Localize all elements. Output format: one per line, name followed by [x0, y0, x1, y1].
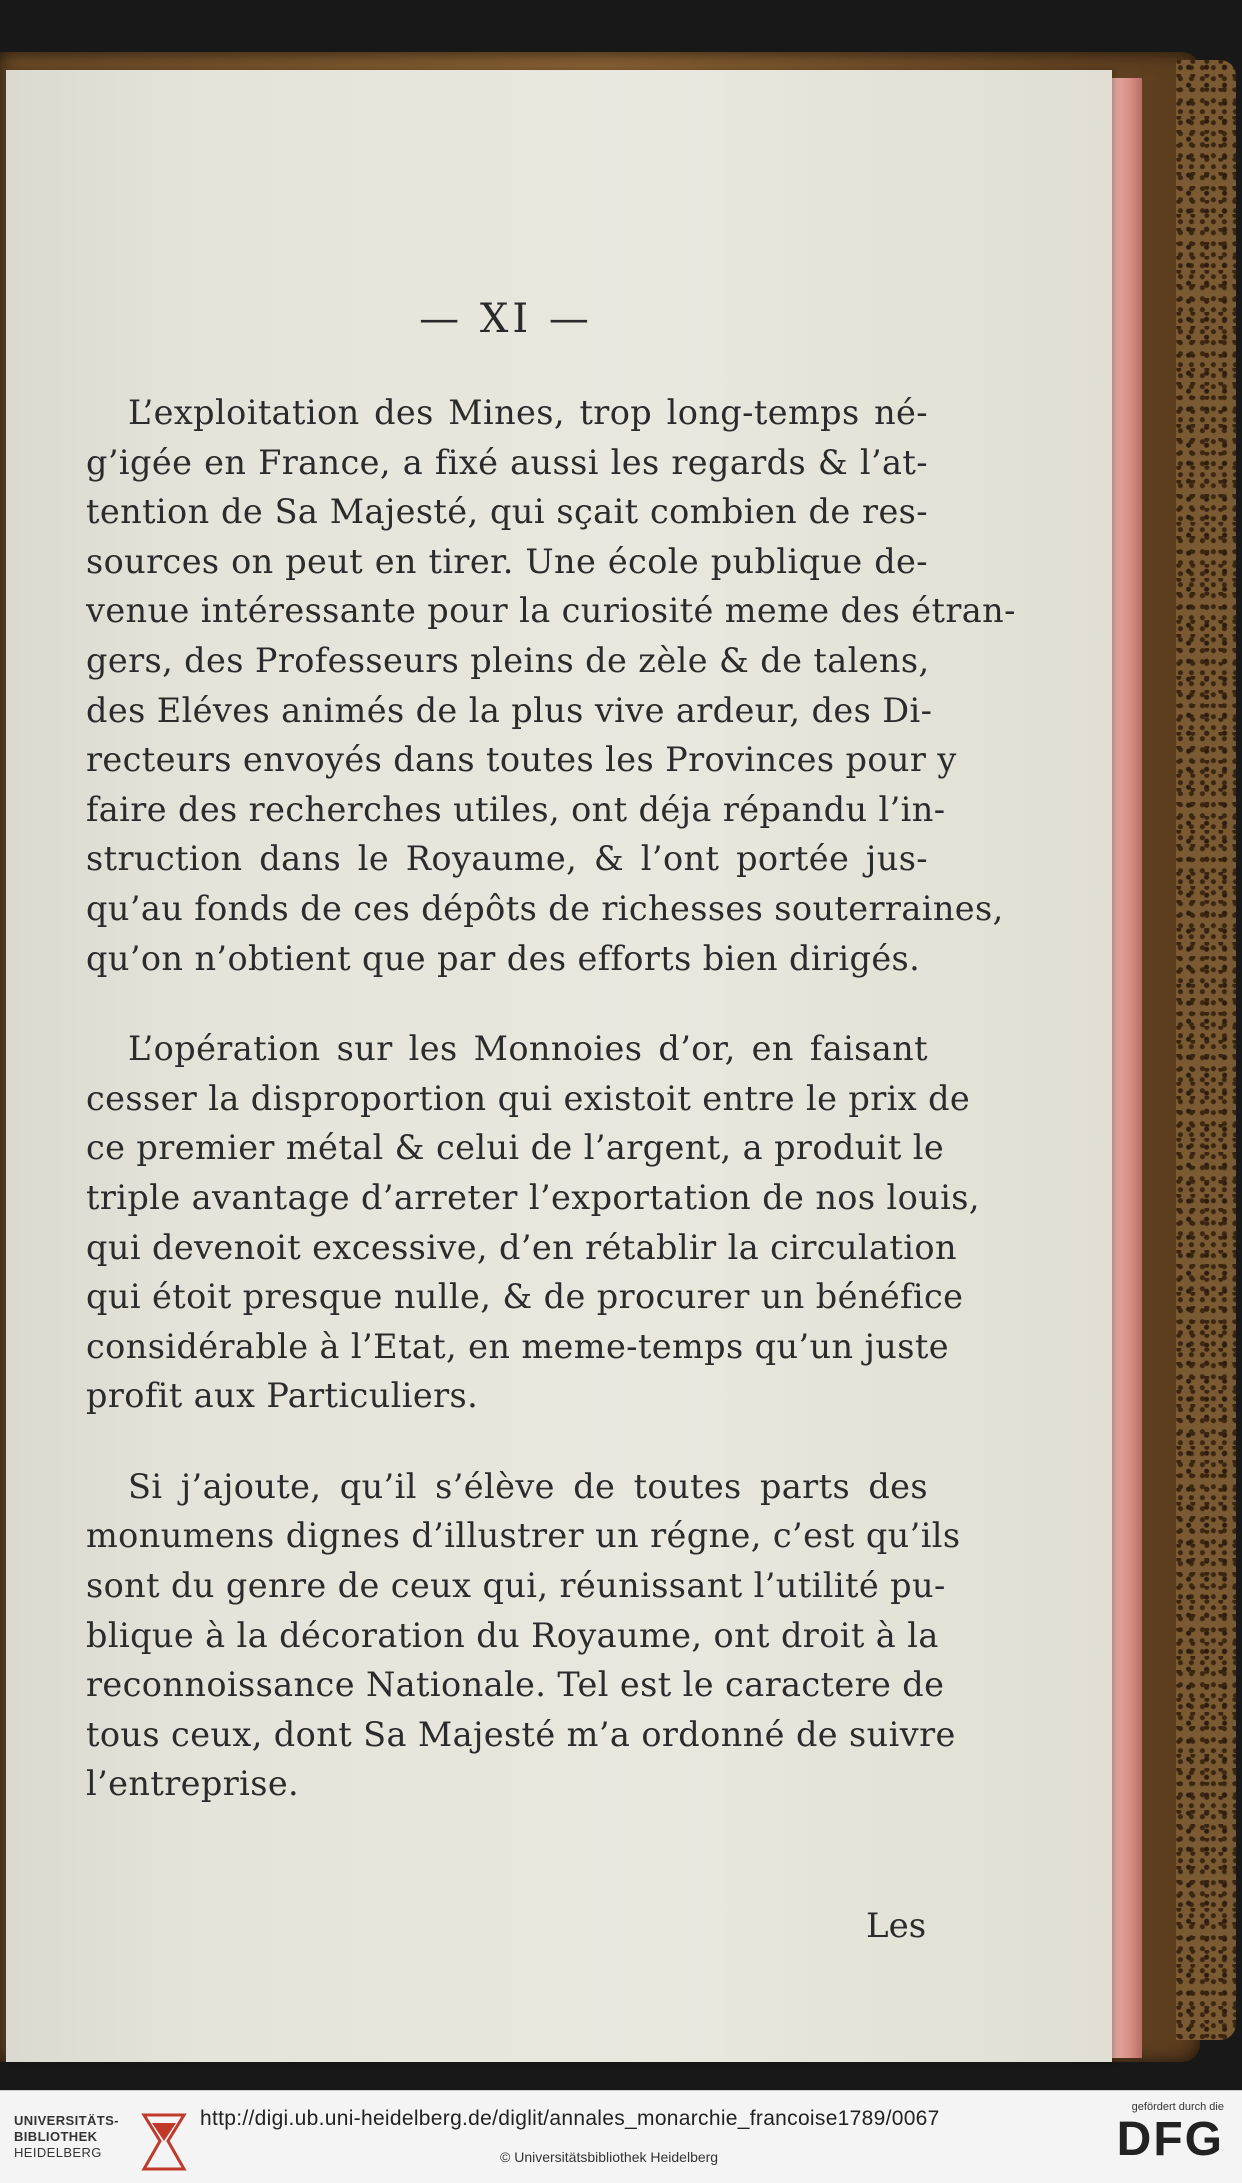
library-emblem-icon	[138, 2111, 190, 2173]
text-line: qui étoit presque nulle, & de procurer un bénéfice	[86, 1277, 964, 1317]
text-block	[86, 388, 1016, 1850]
text-line: g’igée en France, a fixé aussi les regards & l’at-	[86, 442, 928, 482]
paragraph-1	[86, 388, 1016, 983]
document-url-link[interactable]: http://digi.ub.uni-heidelberg.de/diglit/annales_monarchie_francoise1789/0067	[200, 2107, 940, 2130]
copyright-notice: © Universitätsbibliothek Heidelberg	[500, 2149, 719, 2165]
text-line: faire des recherches utiles, ont déja répandu l’in-	[86, 789, 946, 829]
text-line: triple avantage d’arreter l’exportation de nos louis,	[86, 1177, 980, 1217]
library-name-line-1: UNIVERSITÄTS-	[14, 2113, 119, 2128]
funding-label: gefördert durch die	[1131, 2101, 1224, 2113]
text-line: tous ceux, dont Sa Majesté m’a ordonné de suivre	[86, 1714, 956, 1754]
text-line: qui devenoit excessive, d’en rétablir la circulation	[86, 1227, 957, 1267]
text-line: qu’on n’obtient que par des efforts bien dirigés.	[86, 938, 921, 978]
cover-speckle	[1176, 60, 1236, 2040]
text-line: L’opération sur les Monnoies d’or, en faisant	[128, 1029, 928, 1069]
text-line: Si j’ajoute, qu’il s’élève de toutes parts des	[128, 1466, 928, 1506]
text-line: struction dans le Royaume, & l’ont portée jus-	[86, 839, 928, 879]
text-line: l’entreprise.	[86, 1764, 300, 1804]
text-line: tention de Sa Majesté, qui sçait combien de res-	[86, 492, 928, 532]
text-line: qu’au fonds de ces dépôts de richesses souterraines,	[86, 888, 1004, 928]
library-name-line-3: HEIDELBERG	[14, 2145, 102, 2160]
text-line: considérable à l’Etat, en meme-temps qu’un juste	[86, 1326, 949, 1366]
paragraph-3	[86, 1462, 961, 1809]
text-line: sont du genre de ceux qui, réunissant l’utilité pu-	[86, 1566, 946, 1606]
library-name-line-2: BIBLIOTHEK	[14, 2129, 98, 2144]
text-line: L’exploitation des Mines, trop long-temps né-	[128, 393, 928, 432]
text-line: gers, des Professeurs pleins de zèle & de talens,	[86, 640, 930, 680]
text-line: cesser la disproportion qui existoit entre le prix de	[86, 1078, 971, 1118]
catchword: Les	[866, 1906, 927, 1946]
dfg-logo-text: DFG	[1116, 2113, 1224, 2166]
text-line: ce premier métal & celui de l’argent, a produit le	[86, 1128, 945, 1168]
text-line: sources on peut en tirer. Une école publique de-	[86, 541, 928, 581]
text-line: venue intéressante pour la curiosité meme des étran-	[86, 591, 1016, 631]
viewer-footer	[0, 2090, 1242, 2183]
paragraph-2	[86, 1024, 980, 1421]
text-line: monumens dignes d’illustrer un régne, c’est qu’ils	[86, 1516, 961, 1556]
text-line: recteurs envoyés dans toutes les Provinces pour y	[86, 740, 957, 780]
page-header: — XI —	[419, 296, 593, 342]
text-line: des Eléves animés de la plus vive ardeur, des Di-	[86, 690, 933, 730]
dfg-funding-logo[interactable]	[1104, 2101, 1224, 2177]
text-line: blique à la décoration du Royaume, ont droit à la	[86, 1615, 939, 1655]
book-page	[6, 70, 1112, 2062]
university-library-logo[interactable]	[14, 2111, 214, 2171]
text-line: reconnoissance Nationale. Tel est le caractere de	[86, 1665, 945, 1705]
text-line: profit aux Particuliers.	[86, 1376, 479, 1416]
